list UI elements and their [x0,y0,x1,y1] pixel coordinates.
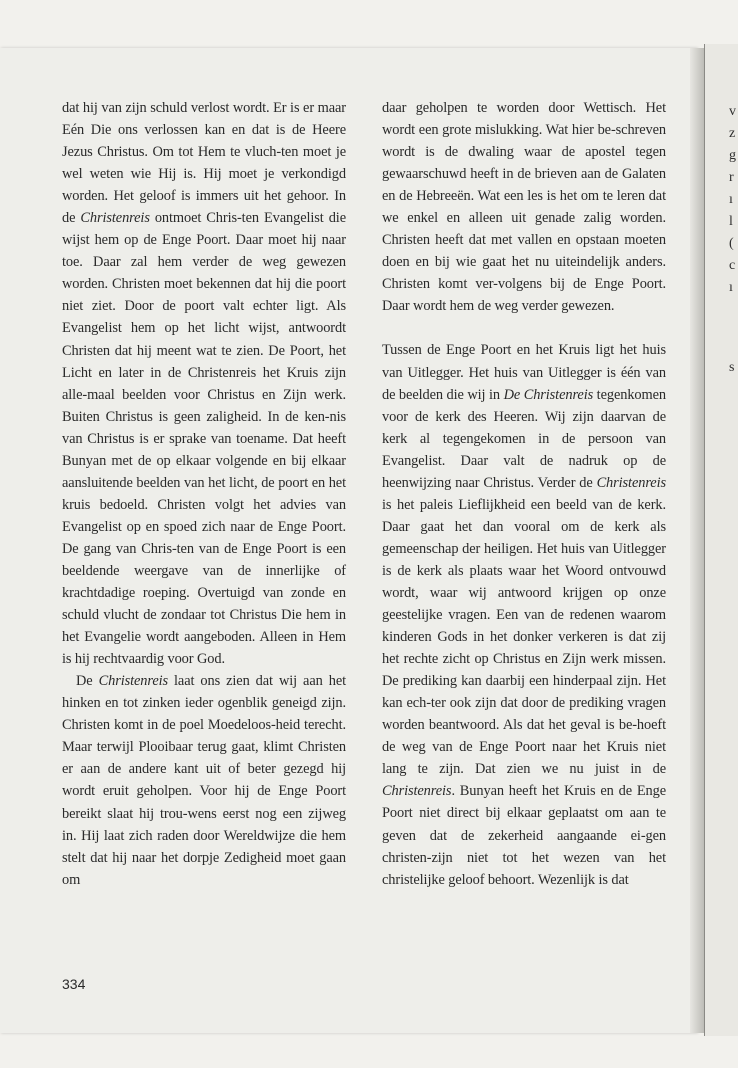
edge-glyph: r [729,170,734,185]
italic-title: Christenreis [596,474,666,491]
edge-glyph: l [729,214,733,229]
paragraph [382,97,666,317]
italic-title: De Christenreis [503,386,594,403]
edge-glyph: ı [729,192,733,207]
text-run: daar geholpen te worden door Wettisch. Het wordt een grote mislukking. Wat hier be-schreven wordt is de dwaling waar de apostel tegen gewaarschuwd heeft in de brieven aan de Galaten en de Hebreeën. Wat een les is het om te leren dat we enkel en alleen uit genade zalig worden. Christen heeft dat met vallen en opstaan moeten doen en bij wie gaat het nu uiteindelijk anders. Christen komt ver-volgens bij de Enge Poort. Daar wordt hem de weg verder gewezen. [382,100,666,315]
paragraph [62,670,346,890]
text-run: tegenkomen voor de kerk des Heeren. Wij zijn daarvan de kerk al tegengekomen in de persoon van Evangelist. Daar valt de nadruk op de heenwijzing naar Christus. Verder de [382,386,667,491]
edge-glyph: ( [729,236,734,251]
text-run: . Bunyan heeft het Kruis en de Enge Poort niet direct bij elkaar geplaatst om aan te geven dat de zekerheid aangaande ei-gen christen-zijn niet tot het wezen van het christelijke geloof behoort. Wezenlijk is dat [382,783,666,888]
italic-title: Christenreis [98,673,169,690]
text-run: laat ons zien dat wij aan het hinken en tot zinken ieder ogenblik geneigd zijn. Christen komt in de poel Moedeloos-heid terecht. Maar terwijl Plooibaar terug gaat, klimt Christen er aan de andere kant uit of beter gezegd hij wordt eruit geholpen. Voor hij de Enge Poort bereikt slaat hij trou-wens eerst nog een zijweg in. Hij laat zich raden door Wereldwijze die hem stelt dat hij naar het dorpje Zedigheid moet gaan om [62,673,347,888]
edge-glyph: ı [729,280,733,295]
next-page-edge [704,44,738,1036]
text-run: is het paleis Lieflijkheid een beeld van de kerk. Daar gaat het dan vooral om de kerk als gemeenschap der heiligen. Het huis van Uitlegger is de kerk als plaats waar het Woord ontvouwd wordt, waar wij antwoord krijgen op onze geestelijke vragen. Een van de redenen waarom kinderen Gods in het donker verkeren is dat zij het rechte zicht op Christus en Zijn werk missen. De prediking kan daarbij een hinderpaal zijn. Het kan ech-ter ook zijn dat door de prediking vragen worden beantwoord. Als dat het geval is be-hoeft de weg van de Enge Poort naar het Kruis niet lang te zijn. Dat zien we nu juist in de [382,496,666,778]
text-run: Tussen de Enge Poort en het Kruis ligt het huis van Uitlegger. Het huis van Uitlegger is één van de beelden die wij in [382,342,666,403]
edge-glyph: z [729,126,736,141]
edge-glyph: v [729,104,736,119]
left-text-column [62,97,346,891]
text-run: dat hij van zijn schuld verlost wordt. Er is er maar Eén Die ons verlossen kan en dat is de Heere Jezus Christus. Om tot Hem te vluch-ten moet je wel weten wie Hij is. Hij moet je verkondigd worden. Het geloof is immers uit het gehoor. In de [62,100,346,227]
paragraph [62,97,346,670]
edge-glyph: g [729,148,736,163]
page-gutter [690,48,704,1033]
paragraph [382,339,666,890]
right-text-column [382,97,666,891]
text-run: ontmoet Chris-ten Evangelist die wijst hem op de Enge Poort. Daar moet hij naar toe. Daar zal hem verder de weg gewezen worden. Christen moet bekennen dat hij die poort niet ziet. Door de poort valt echter ligt. Als Evangelist hem op het licht wijst, antwoordt Christen dat hij meent wat te zien. De Poort, het Licht en later in de Christenreis het Kruis zijn alle-maal beelden voor Christus en Zijn werk. Buiten Christus is geen zaligheid. In de ken-nis van Christus is er sprake van toename. Dat heeft Bunyan met de op elkaar volgende en bij elkaar aansluitende beelden van het licht, de poort en het kruis bedoeld. Christen volgt het advies van Evangelist op en spoed zich naar de Enge Poort. De gang van Chris-ten van de Enge Poort is een beeldende weergave van de innerlijke of krachtdadige roeping. Overtuigd van zonde en schuld vlucht de zondaar tot Christus Die hem in het Evangelie wordt aangeboden. Alleen in Hem is hij rechtvaardig voor God. [62,210,346,668]
edge-glyph: s [729,360,735,375]
text-run: De [76,673,99,690]
italic-title: Christenreis [382,783,452,800]
edge-glyph: c [729,258,736,273]
page-number: 334 [62,976,86,992]
italic-title: Christenreis [80,210,150,227]
